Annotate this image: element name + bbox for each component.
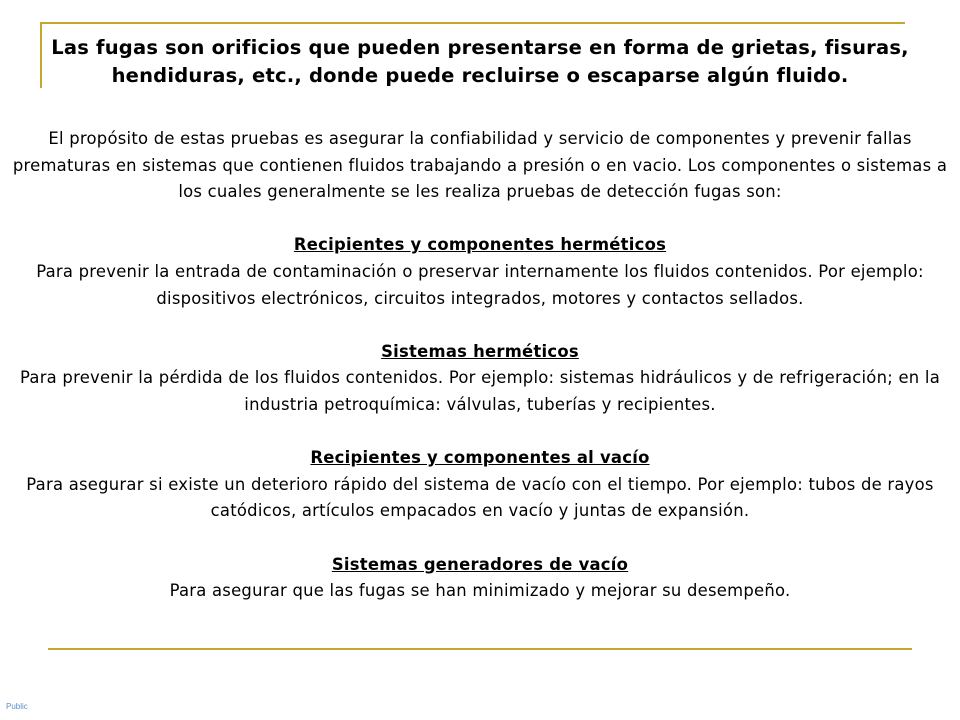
- top-decorative-rule: [40, 22, 905, 24]
- section-body-hermetic-containers: Para prevenir la entrada de contaminación o preservar internamente los fluidos contenidos. Por ejemplo: dispositivos electrónicos, circuitos integrados, motores y contactos sellados.: [36, 261, 924, 308]
- bottom-decorative-rule: [48, 648, 912, 650]
- spacer: [6, 206, 954, 233]
- section-title-hermetic-containers: Recipientes y componentes herméticos: [293, 235, 667, 255]
- section-title-vacuum-generators: Sistemas generadores de vacío: [331, 554, 629, 574]
- intro-paragraph: El propósito de estas pruebas es asegurar la confiabilidad y servicio de componentes y prevenir fallas prematuras en sistemas que contienen fluidos trabajando a presión o en vacio. Los componentes o sistemas a los cuales generalmente se les realiza pruebas de detección fugas son:: [12, 129, 948, 202]
- section-body-vacuum-generators: Para asegurar que las fugas se han minimizado y mejorar su desempeño.: [169, 581, 791, 601]
- section-body-vacuum-containers: Para asegurar si existe un deterioro rápido del sistema de vacío con el tiempo. Por ejemplo: tubos de rayos catódicos, artículos empacados en vacío y juntas de expansión.: [26, 474, 934, 521]
- slide-heading: Las fugas son orificios que pueden presentarse en forma de grietas, fisuras, hendiduras, etc., donde puede recluirse o escaparse algún fluido.: [51, 36, 909, 87]
- section-title-vacuum-containers: Recipientes y componentes al vacío: [310, 448, 650, 468]
- spacer: [6, 419, 954, 446]
- slide-content: [6, 126, 954, 605]
- section-body-hermetic-systems: Para prevenir la pérdida de los fluidos contenidos. Por ejemplo: sistemas hidráulicos y de refrigeración; en la industria petroquímica: válvulas, tuberías y recipientes.: [20, 368, 940, 414]
- section-title-hermetic-systems: Sistemas herméticos: [381, 341, 579, 361]
- spacer: [6, 312, 954, 339]
- spacer: [6, 525, 954, 552]
- classification-label: Public: [6, 702, 28, 711]
